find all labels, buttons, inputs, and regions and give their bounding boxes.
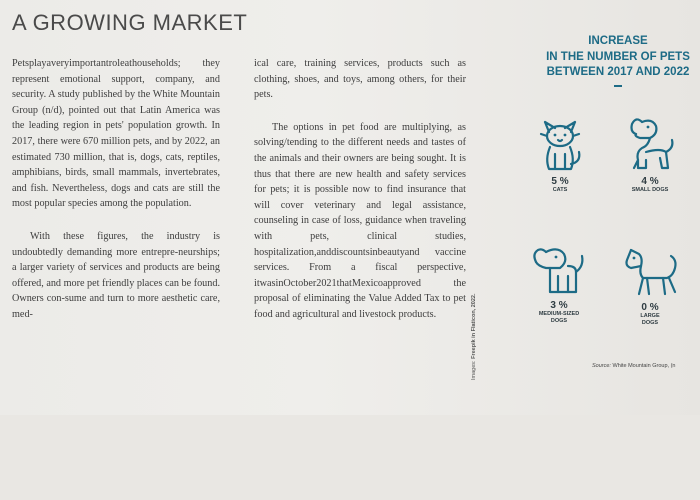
- stat-label: DOGS: [550, 317, 568, 324]
- source-citation: [592, 363, 675, 369]
- stat-label: LARGE: [640, 313, 660, 319]
- infographic-heading-line: IN THE NUMBER OF PETS: [546, 50, 690, 63]
- stat-percent: 0 %: [641, 302, 659, 313]
- cat-icon: [535, 114, 585, 174]
- stat-large-dogs: [610, 244, 690, 326]
- source-label: Source:: [592, 363, 611, 369]
- image-credit: [471, 293, 481, 500]
- stat-medium-dogs: [523, 242, 595, 324]
- paragraph: Petsplayaveryimportantroleathouseholds; they represent emotional support, company, and security. A study published by the White Mountain Group (n/d), pointed out that Latin America was the leading region in pets' population growth. In 2017, there were 670 million pets, and by 2022, an estimated 730 million, that is, dogs, cats, reptiles, amphibians, birds, small mammals, invertebrates, and fish. Nevertheless, dogs and cats are still the most popular species among the population.: [12, 58, 220, 210]
- stat-label: CATS: [552, 187, 568, 193]
- stat-percent: 4 %: [641, 176, 659, 187]
- small-dog-icon: [620, 112, 680, 174]
- infographic-heading-line: BETWEEN 2017 AND 2022: [546, 66, 690, 78]
- paragraph: With these figures, the industry is undoubtedly demanding more entrepre-neurships; a larger variety of services and products are being offered, and more pet friendly places can be found. Owners con-sume and turn to more aesthetic care, med-: [12, 230, 221, 320]
- paragraph: ical care, training services, products such as clothing, shoes, and toys, among others, for their pets.: [254, 58, 466, 101]
- infographic-heading: [533, 34, 700, 87]
- page-title: A GROWING MARKET: [12, 10, 248, 35]
- stat-percent: 5 %: [551, 176, 569, 187]
- medium-dog-icon: [528, 242, 590, 298]
- source-text: White Mountain Group, (n: [610, 363, 676, 369]
- stat-label: SMALL DOGS: [631, 187, 669, 193]
- infographic-heading-line: INCREASE: [588, 35, 648, 47]
- stat-cats: [530, 114, 590, 194]
- heading-divider: [614, 85, 622, 87]
- stat-percent: 3 %: [550, 300, 568, 311]
- paragraph: The options in pet food are multiplying, as solving/tending to the different needs and tastes of the animals and their owners are being sought. It is thus that there are new health and safety services for pets; it is possible now to find insurance that will cover veterinary and legal assistance, counseling in case of loss, guidance when traveling with pets, clinical studies, hospitalization,anddiscountsinbeautyand vaccine services. From a fiscal perspective, itwasinOctober2021thatMexicoapproved the proposal of eliminating the Value Added Tax to pet food and agricultural and livestock products.: [254, 121, 466, 320]
- stat-label: DOGS: [641, 319, 659, 326]
- large-dog-icon: [617, 244, 683, 300]
- stat-small-dogs: [610, 112, 690, 194]
- text-column-right: [254, 56, 466, 340]
- image-credit-prefix: Images:: [471, 358, 477, 380]
- stat-label: MEDIUM-SIZED: [538, 311, 580, 317]
- image-credit-source: Freepik in Flaticon, 2022.: [471, 293, 477, 359]
- text-column-left: [12, 56, 220, 340]
